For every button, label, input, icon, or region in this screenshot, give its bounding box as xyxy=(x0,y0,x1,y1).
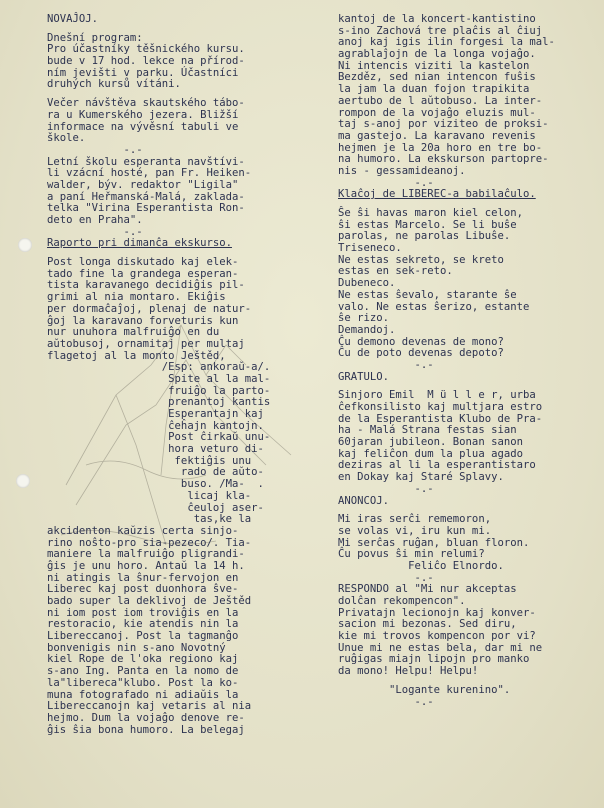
text-line: restoracio, kie atendis nin la xyxy=(47,618,239,631)
text-line: Privatajn lecionojn kaj konver- xyxy=(338,606,536,619)
text-line: licaj kla- xyxy=(47,489,252,502)
text-line: Ni intencis viziti la kastelon xyxy=(338,59,530,72)
text-line: en Dokay kaj Staré Splavy. xyxy=(338,471,504,484)
text-line: ra u Kumerského jezera. Bližší xyxy=(47,108,239,121)
text-line: ANONCOJ. xyxy=(338,494,390,507)
left-column xyxy=(47,14,297,736)
text-line: nis - gessamideanoj. xyxy=(338,164,466,177)
punch-hole xyxy=(18,238,32,252)
section-divider: -.- xyxy=(338,176,434,189)
text-line: ni iom post iom troviĝis en la xyxy=(47,606,239,619)
text-line: RESPONDO al "Mi nur akceptas xyxy=(338,583,517,596)
text-line: Ŝe ŝi havas maron kiel celon, xyxy=(338,207,523,219)
text-line: fektiĝis unu xyxy=(47,454,252,467)
text-line: informace na vývěsní tabuli ve xyxy=(47,120,239,133)
text-line: ĝis ŝia bona humoro. La belegaj xyxy=(47,723,245,736)
text-line: 60jaran jubileon. Bonan sanon xyxy=(338,436,523,449)
text-line: aertubo de l aŭtobuso. La inter- xyxy=(338,94,543,107)
text-line: fruiĝo la parto- xyxy=(47,384,271,397)
text-line: ĉefkonsilisto kaj multjara estro xyxy=(338,401,543,413)
text-line: ĝis je unu horo. Antaŭ la 14 h. xyxy=(47,559,245,572)
text-line: flagetoj al la monto Ještěd, xyxy=(47,349,226,362)
text-line: na humoro. La ekskurson partopre- xyxy=(338,153,549,166)
section-heading: Raporto pri dimanĉa ekskurso. xyxy=(47,237,232,250)
text-line: maniere la malfruiĝo pligrandi- xyxy=(47,548,245,561)
text-line: bude v 17 hod. lekce na přírod- xyxy=(47,55,245,68)
text-line: akcidenton kaŭzis certa sinjo- xyxy=(47,524,239,537)
text-line: la jam la duan fojon trapikita xyxy=(338,83,530,96)
text-line: estas en sek-reto. xyxy=(338,265,453,278)
text-line: /Esp: ankoraŭ-a/. xyxy=(47,361,271,374)
text-line: Liberec kaj post duonhora ŝve- xyxy=(47,583,239,596)
text-line: ĉeĥajn kantojn. xyxy=(47,419,264,432)
section-divider: -.- xyxy=(47,225,143,238)
text-line: a paní Heřmanská-Malá, zaklada- xyxy=(47,190,245,203)
text-line: walder, býv. redaktor "Ligila" xyxy=(47,178,239,191)
text-line: grimi al nia montaro. Ekiĝis xyxy=(47,291,226,304)
text-line: Ne estas ŝevalo, starante ŝe xyxy=(338,288,517,301)
text-line: ni atingis la ŝnur-fervojon en xyxy=(47,571,239,584)
text-line: deziras al li la esperantistaro xyxy=(338,459,536,472)
section-divider: -.- xyxy=(338,571,434,584)
text-line: kaj feliĉon dum la plua agado xyxy=(338,447,523,460)
text-line: agrablaĵojn de la longa vojaĝo. xyxy=(338,48,536,61)
text-line: per dormaĉaĵoj, plenaj de natur- xyxy=(47,302,252,315)
text-line: buso. /Ma- . xyxy=(47,478,264,491)
text-line: s-ino Zachová tre plaĉis al ĉiuj xyxy=(338,24,543,37)
text-line: Dubeneco. xyxy=(338,277,396,290)
text-line: Dnešní program: xyxy=(47,31,143,44)
text-line: se volas vi, iru kun mi. xyxy=(338,524,492,537)
section-divider: -.- xyxy=(338,695,434,708)
text-line: škole. xyxy=(47,132,86,145)
text-line: dolĉan rekompencon". xyxy=(338,595,466,607)
text-line: tado fine la grandega esperan- xyxy=(47,267,239,280)
text-line: ním jevišti v parku. Účastníci xyxy=(47,66,239,79)
text-line: prenantoj kantis xyxy=(47,396,271,409)
text-line: hejmen je la 20a horo en tre bo- xyxy=(338,141,543,154)
text-line: hora veturo di- xyxy=(47,443,264,456)
text-line: bonvenigis nin s-ano Novotný xyxy=(47,641,226,654)
text-line: anoj kaj igis ilin forgesi la mal- xyxy=(338,36,555,49)
text-line: Post longa diskutado kaj elek- xyxy=(47,256,239,269)
text-line: Mi iras serĉi rememoron, xyxy=(338,513,492,526)
text-line: NOVAĴOJ. xyxy=(47,13,99,25)
text-line: tas,ke la xyxy=(47,513,252,526)
section-divider: -.- xyxy=(47,143,143,156)
text-line: Ĉu de poto devenas depoto? xyxy=(338,347,504,360)
text-line: kiel Rope de l'oka regiono kaj xyxy=(47,653,239,666)
right-column xyxy=(338,14,593,708)
text-line: parolas, ne parolas Libuŝe. xyxy=(338,230,511,243)
text-line: aŭtobusoj, ornamitaj per multaj xyxy=(47,337,245,350)
text-line: Ĉu demono devenas de mono? xyxy=(338,335,504,348)
section-heading: Klaĉoj de LIBEREC-a babilaĉulo. xyxy=(338,188,536,201)
text-line: ĝoj la karavano forveturis kun xyxy=(47,314,239,327)
text-line: druhých kursů vítáni. xyxy=(47,78,181,91)
text-line: Esperantajn kaj xyxy=(47,408,264,420)
text-line: ruĝigas miajn lipojn pro manko xyxy=(338,653,530,666)
text-line: ŝi estas Marcelo. Se li buŝe xyxy=(338,218,517,231)
text-line: valo. Ne estas ŝerizo, estante xyxy=(338,300,530,313)
text-line: ha - Malá Strana festas sian xyxy=(338,424,517,437)
text-line: muna fotografado ni adiaŭis la xyxy=(47,688,239,701)
text-line: ŝe rizo. xyxy=(338,312,390,325)
text-line: de la Esperantista Klubo de Pra- xyxy=(338,412,543,425)
text-line: sacion mi bezonas. Sed diru, xyxy=(338,618,517,631)
text-line: la"libereca"klubo. Post la ko- xyxy=(47,676,239,689)
text-line: Mi serĉas ruĝan, bluan floron. xyxy=(338,536,530,549)
text-line: da mono! Helpu! Helpu! xyxy=(338,665,479,678)
text-line: Triseneco. xyxy=(338,242,402,255)
text-line: rado de aŭto- xyxy=(47,466,264,479)
text-line: telka "Virina Esperantista Ron- xyxy=(47,202,245,215)
text-line: Sinjoro Emil M ü l l e r, urba xyxy=(338,389,536,402)
text-line: Letní školu esperanta navštívi- xyxy=(47,155,245,168)
text-line: Feliĉo Elnordo. xyxy=(338,559,504,572)
text-line: Libereccanojn kaj vetaris al nia xyxy=(47,700,252,713)
text-line: hejmo. Dum la vojaĝo denove re- xyxy=(47,711,245,724)
text-line: taj s-anoj por viziteo de proksi- xyxy=(338,118,549,131)
text-line: "Logante kurenino". xyxy=(338,683,511,696)
text-line: Spite al la mal- xyxy=(47,372,271,385)
text-line: ma gastejo. La karavano revenis xyxy=(338,129,536,142)
text-line: rino noŝto-pro sia-pezeco/. Tia- xyxy=(47,536,252,549)
text-line: deto en Praha". xyxy=(47,214,143,226)
text-line: ĉeuloj aser- xyxy=(47,501,264,514)
text-line: Večer návštěva skautského tábo- xyxy=(47,97,245,110)
text-line: nur unuhora malfruiĝo en du xyxy=(47,326,220,339)
section-divider: -.- xyxy=(338,358,434,371)
text-line: Post ĉirkaŭ unu- xyxy=(47,431,271,444)
text-line: s-ano Ing. Panta en la nomo de xyxy=(47,665,239,678)
text-line: kie mi trovos kompencon por vi? xyxy=(338,630,536,643)
text-line: Unue mi ne estas bela, dar mi ne xyxy=(338,641,543,654)
text-line: Ĉu povus ŝi min relumi? xyxy=(338,548,485,561)
text-line: Bezděz, sed nian intencon fuŝis xyxy=(338,71,536,84)
text-line: Libereccanoj. Post la tagmanĝo xyxy=(47,630,239,643)
text-line: Ne estas sekreto, se kreto xyxy=(338,253,504,266)
text-line: Pro účastníky těšnického kursu. xyxy=(47,43,245,56)
section-divider: -.- xyxy=(338,482,434,495)
text-line: rompon de la vojaĝo eluzis mul- xyxy=(338,106,536,119)
text-line: bado super la deklivoj de Ještěd xyxy=(47,595,252,607)
text-line: GRATULO. xyxy=(338,370,390,383)
punch-hole xyxy=(16,474,30,488)
text-line: li vzácní hosté, pan Fr. Heiken- xyxy=(47,167,252,180)
text-line: tista karavanego decidiĝis pil- xyxy=(47,279,245,292)
text-line: Demandoj. xyxy=(338,323,396,336)
text-line: kantoj de la koncert-kantistino xyxy=(338,13,536,25)
